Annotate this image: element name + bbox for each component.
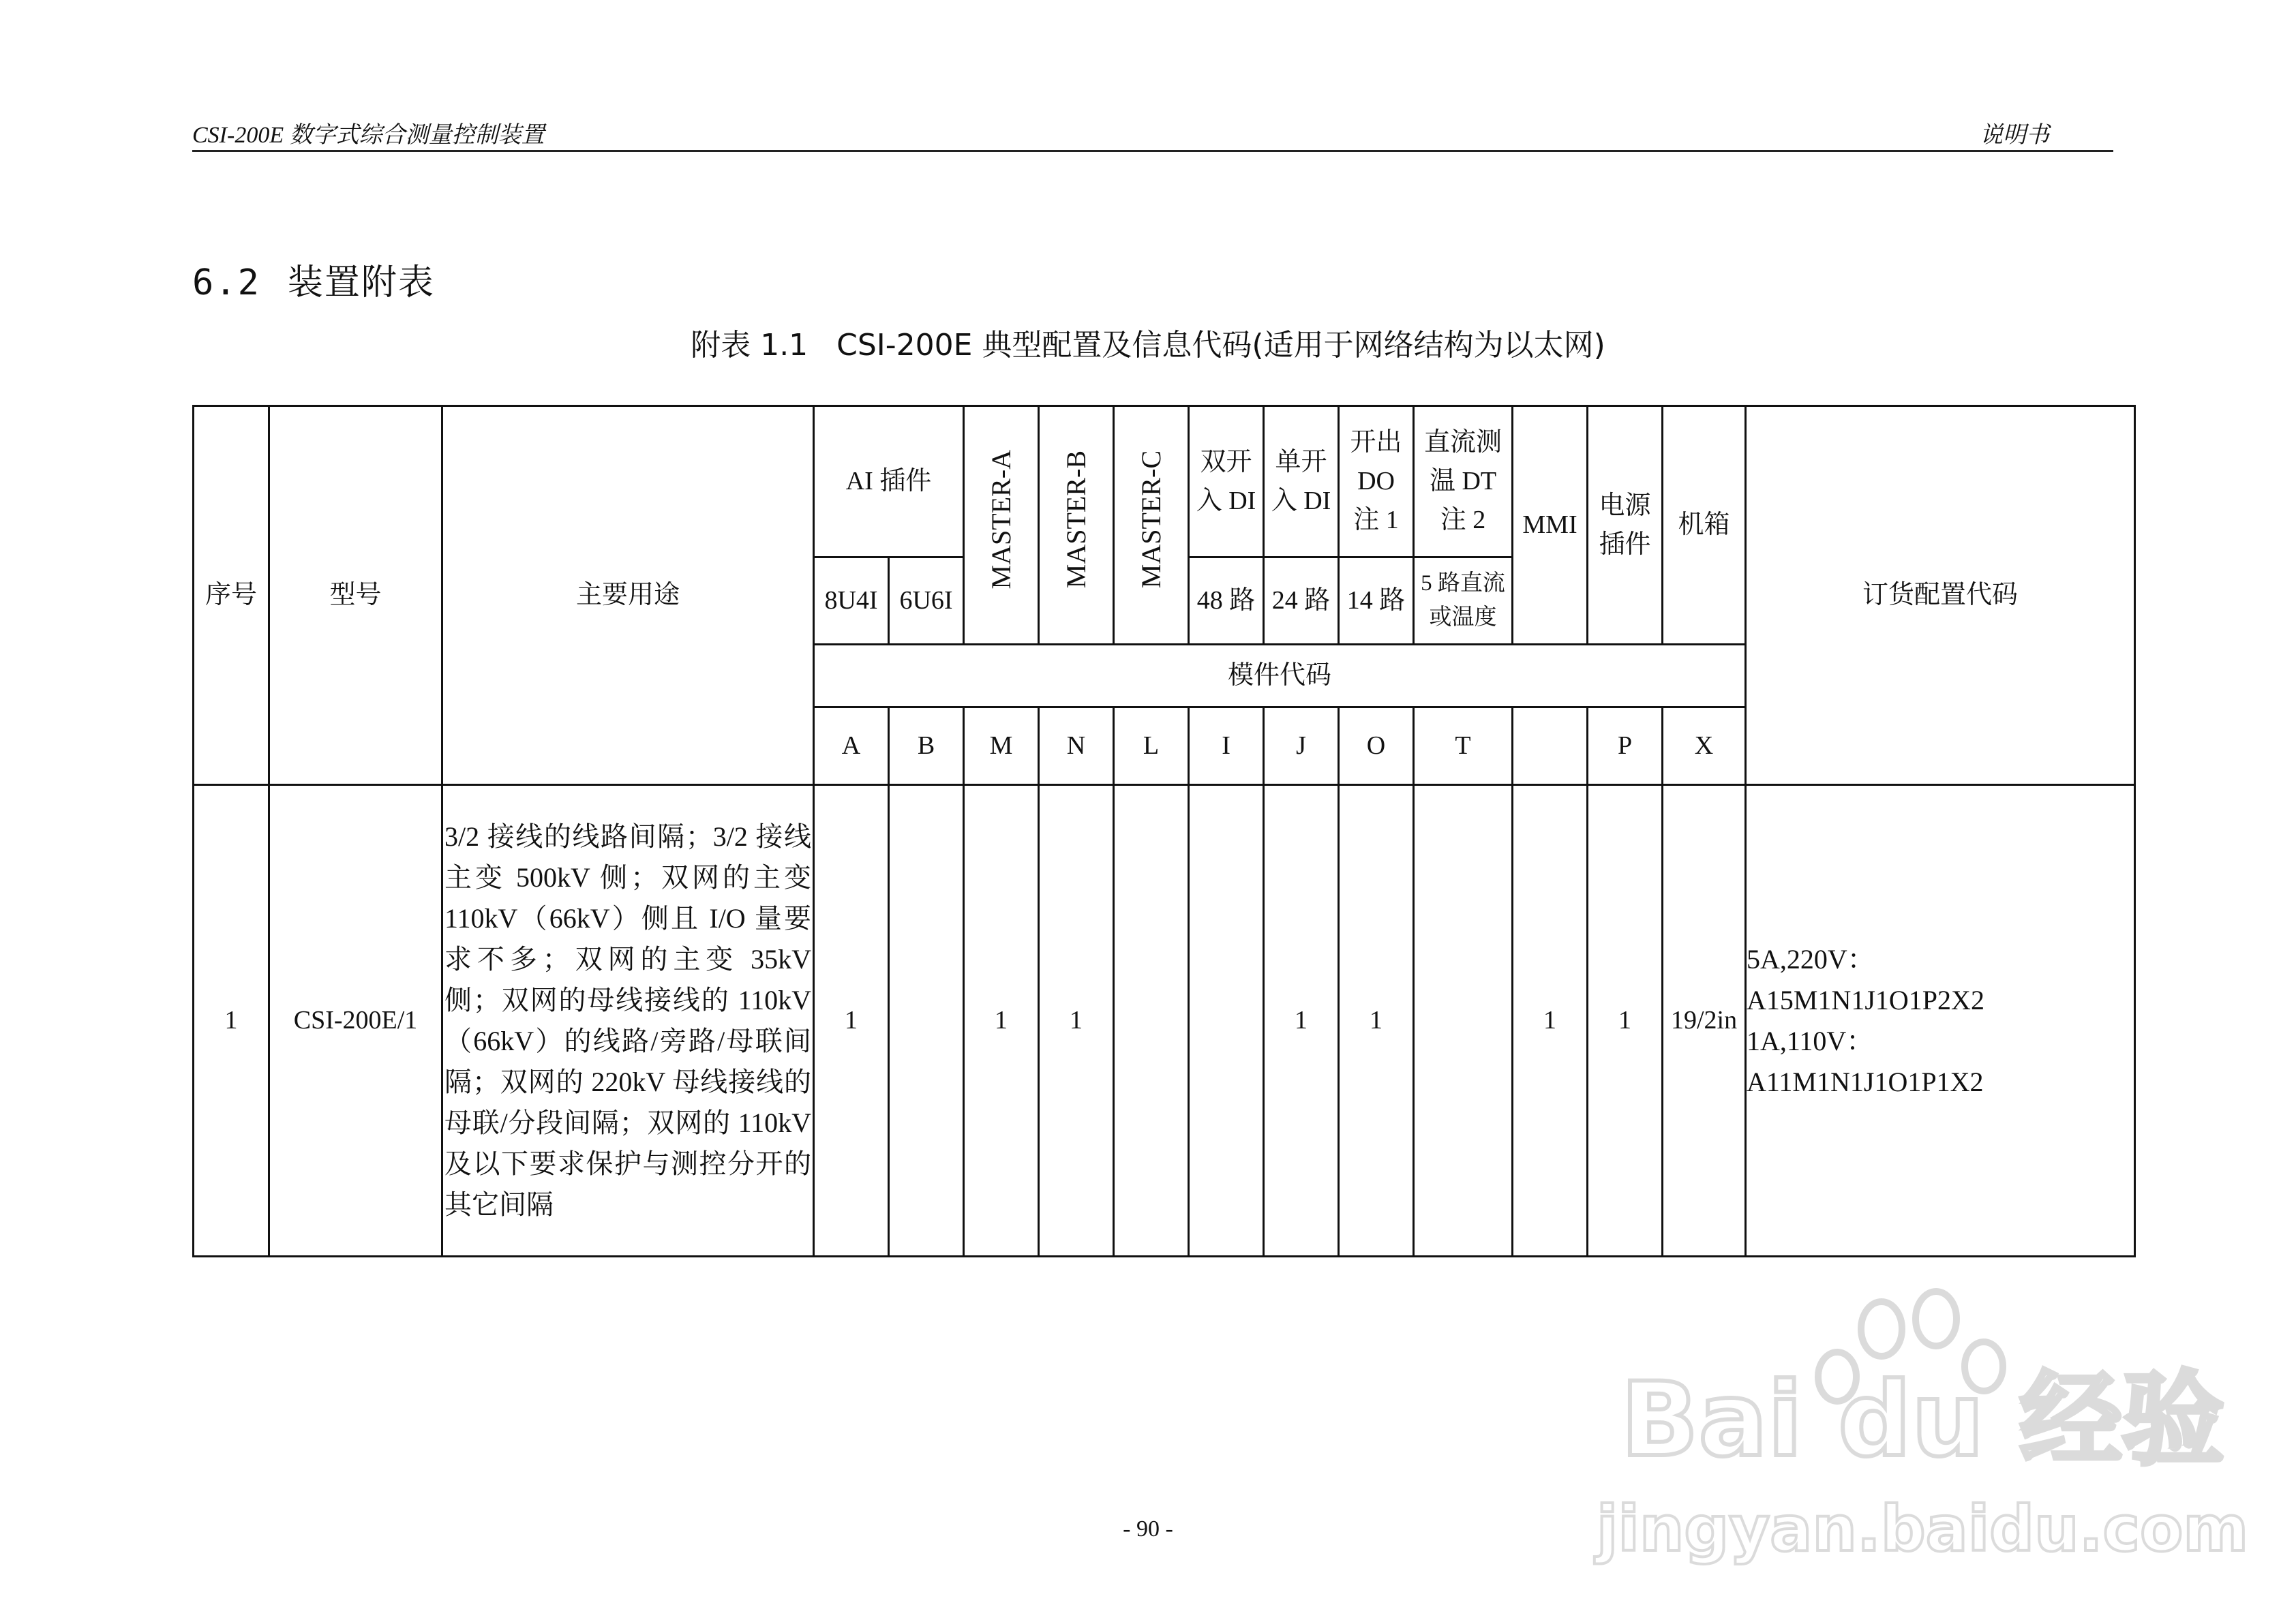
watermark-url: jingyan.baidu.com — [1596, 1493, 2249, 1565]
order-line: A15M1N1J1O1P2X2 — [1747, 984, 1984, 1015]
header-dt-line2: 温 DT — [1429, 467, 1497, 495]
row-cell-a: 1 — [814, 785, 889, 1257]
table-row — [194, 785, 2135, 1257]
code-cell: L — [1114, 707, 1189, 785]
code-cell: N — [1039, 707, 1114, 785]
watermark-brand: Bai du 经验 — [1620, 1361, 2224, 1480]
row-cell-l — [1114, 785, 1189, 1257]
page-number: - 90 - — [1123, 1516, 1173, 1542]
order-line: 5A,220V： — [1747, 943, 1875, 975]
section-number: 6.2 — [192, 262, 260, 303]
header-do-line2: DO — [1357, 467, 1395, 495]
header-di-single-line1: 单开 — [1275, 447, 1327, 476]
table-title-prefix: 附表 1.1 — [691, 328, 809, 363]
code-cell: X — [1663, 707, 1746, 785]
header-rule — [192, 150, 2113, 152]
row-cell-m: 1 — [964, 785, 1039, 1257]
header-di-double-line2: 入 DI — [1196, 486, 1256, 515]
header-doc-type: 说明书 — [1980, 123, 2049, 148]
header-power-line1: 电源 — [1599, 491, 1651, 520]
header-dt-sub-line1: 5 路直流 — [1421, 571, 1505, 596]
config-table — [192, 405, 2136, 1257]
header-module-code: 模件代码 — [814, 645, 1746, 707]
header-ai-sub2: 6U6I — [889, 557, 964, 645]
row-cell-i — [1189, 785, 1264, 1257]
row-cell-j: 1 — [1264, 785, 1339, 1257]
code-cell: I — [1189, 707, 1264, 785]
header-dt — [1414, 406, 1513, 557]
row-cell-o: 1 — [1339, 785, 1414, 1257]
header-dt-sub — [1414, 557, 1513, 645]
header-master-b-label: MASTER-B — [1060, 450, 1091, 589]
header-master-c-label: MASTER-C — [1135, 450, 1166, 589]
header-dt-line1: 直流测 — [1424, 428, 1502, 457]
header-di-single-line2: 入 DI — [1271, 486, 1331, 515]
code-cell: T — [1414, 707, 1513, 785]
table-title — [0, 320, 2296, 364]
header-chassis: 机箱 — [1663, 406, 1746, 645]
code-cell: A — [814, 707, 889, 785]
header-dt-sub-line2: 或温度 — [1429, 605, 1497, 630]
order-line: A11M1N1J1O1P1X2 — [1747, 1066, 1984, 1097]
header-di-double-line1: 双开 — [1200, 447, 1252, 476]
row-cell-n: 1 — [1039, 785, 1114, 1257]
row-cell-b — [889, 785, 964, 1257]
header-do-sub: 14 路 — [1339, 557, 1414, 645]
row-cell-x: 19/2in — [1663, 785, 1746, 1257]
code-cell: J — [1264, 707, 1339, 785]
code-cell: M — [964, 707, 1039, 785]
header-di-double — [1189, 406, 1264, 557]
code-cell: P — [1588, 707, 1663, 785]
header-order-code: 订货配置代码 — [1746, 406, 2135, 785]
header-usage: 主要用途 — [442, 406, 814, 785]
row-cell-p: 1 — [1588, 785, 1663, 1257]
code-cell: O — [1339, 707, 1414, 785]
section-title: 装置附表 — [287, 262, 435, 303]
row-model: CSI-200E/1 — [269, 785, 442, 1257]
code-cell — [1513, 707, 1588, 785]
header-do — [1339, 406, 1414, 557]
header-master-a — [964, 406, 1039, 645]
header-master-c — [1114, 406, 1189, 645]
header-master-b — [1039, 406, 1114, 645]
header-mmi: MMI — [1513, 406, 1588, 645]
header-ai: AI 插件 — [814, 406, 964, 557]
header-ai-sub1: 8U4I — [814, 557, 889, 645]
header-do-line1: 开出 — [1350, 428, 1402, 457]
row-seq: 1 — [194, 785, 269, 1257]
order-line: 1A,110V： — [1747, 1025, 1874, 1056]
header-do-line3: 注 1 — [1353, 506, 1399, 534]
row-usage: 3/2 接线的线路间隔；3/2 接线主变 500kV 侧；双网的主变 110kV（66kV）侧且 I/O 量要求不多；双网的主变 35kV 侧；双网的母线接线的 110kV（66kV）的线路/旁路/母联间隔；双网的 220kV 母线接线的母联/分段间隔；双网的 110kV 及以下要求保护与测控分开的其它间隔 — [442, 785, 814, 1257]
header-doc-title: CSI-200E 数字式综合测量控制装置 — [192, 123, 545, 148]
code-cell: B — [889, 707, 964, 785]
header-model: 型号 — [269, 406, 442, 785]
header-dt-line3: 注 2 — [1440, 506, 1486, 534]
row-order-code — [1746, 785, 2135, 1257]
row-cell-t — [1414, 785, 1513, 1257]
header-power — [1588, 406, 1663, 645]
header-power-line2: 插件 — [1599, 530, 1651, 559]
header-di-single — [1264, 406, 1339, 557]
header-seq: 序号 — [194, 406, 269, 785]
header-di-single-sub: 24 路 — [1264, 557, 1339, 645]
header-di-double-sub: 48 路 — [1189, 557, 1264, 645]
header-master-a-label: MASTER-A — [985, 449, 1016, 590]
row-cell-mmi: 1 — [1513, 785, 1588, 1257]
section-heading — [192, 254, 435, 305]
baidu-jingyan-watermark — [1596, 1281, 2249, 1567]
table-title-caption: CSI-200E 典型配置及信息代码(适用于网络结构为以太网) — [836, 328, 1605, 363]
